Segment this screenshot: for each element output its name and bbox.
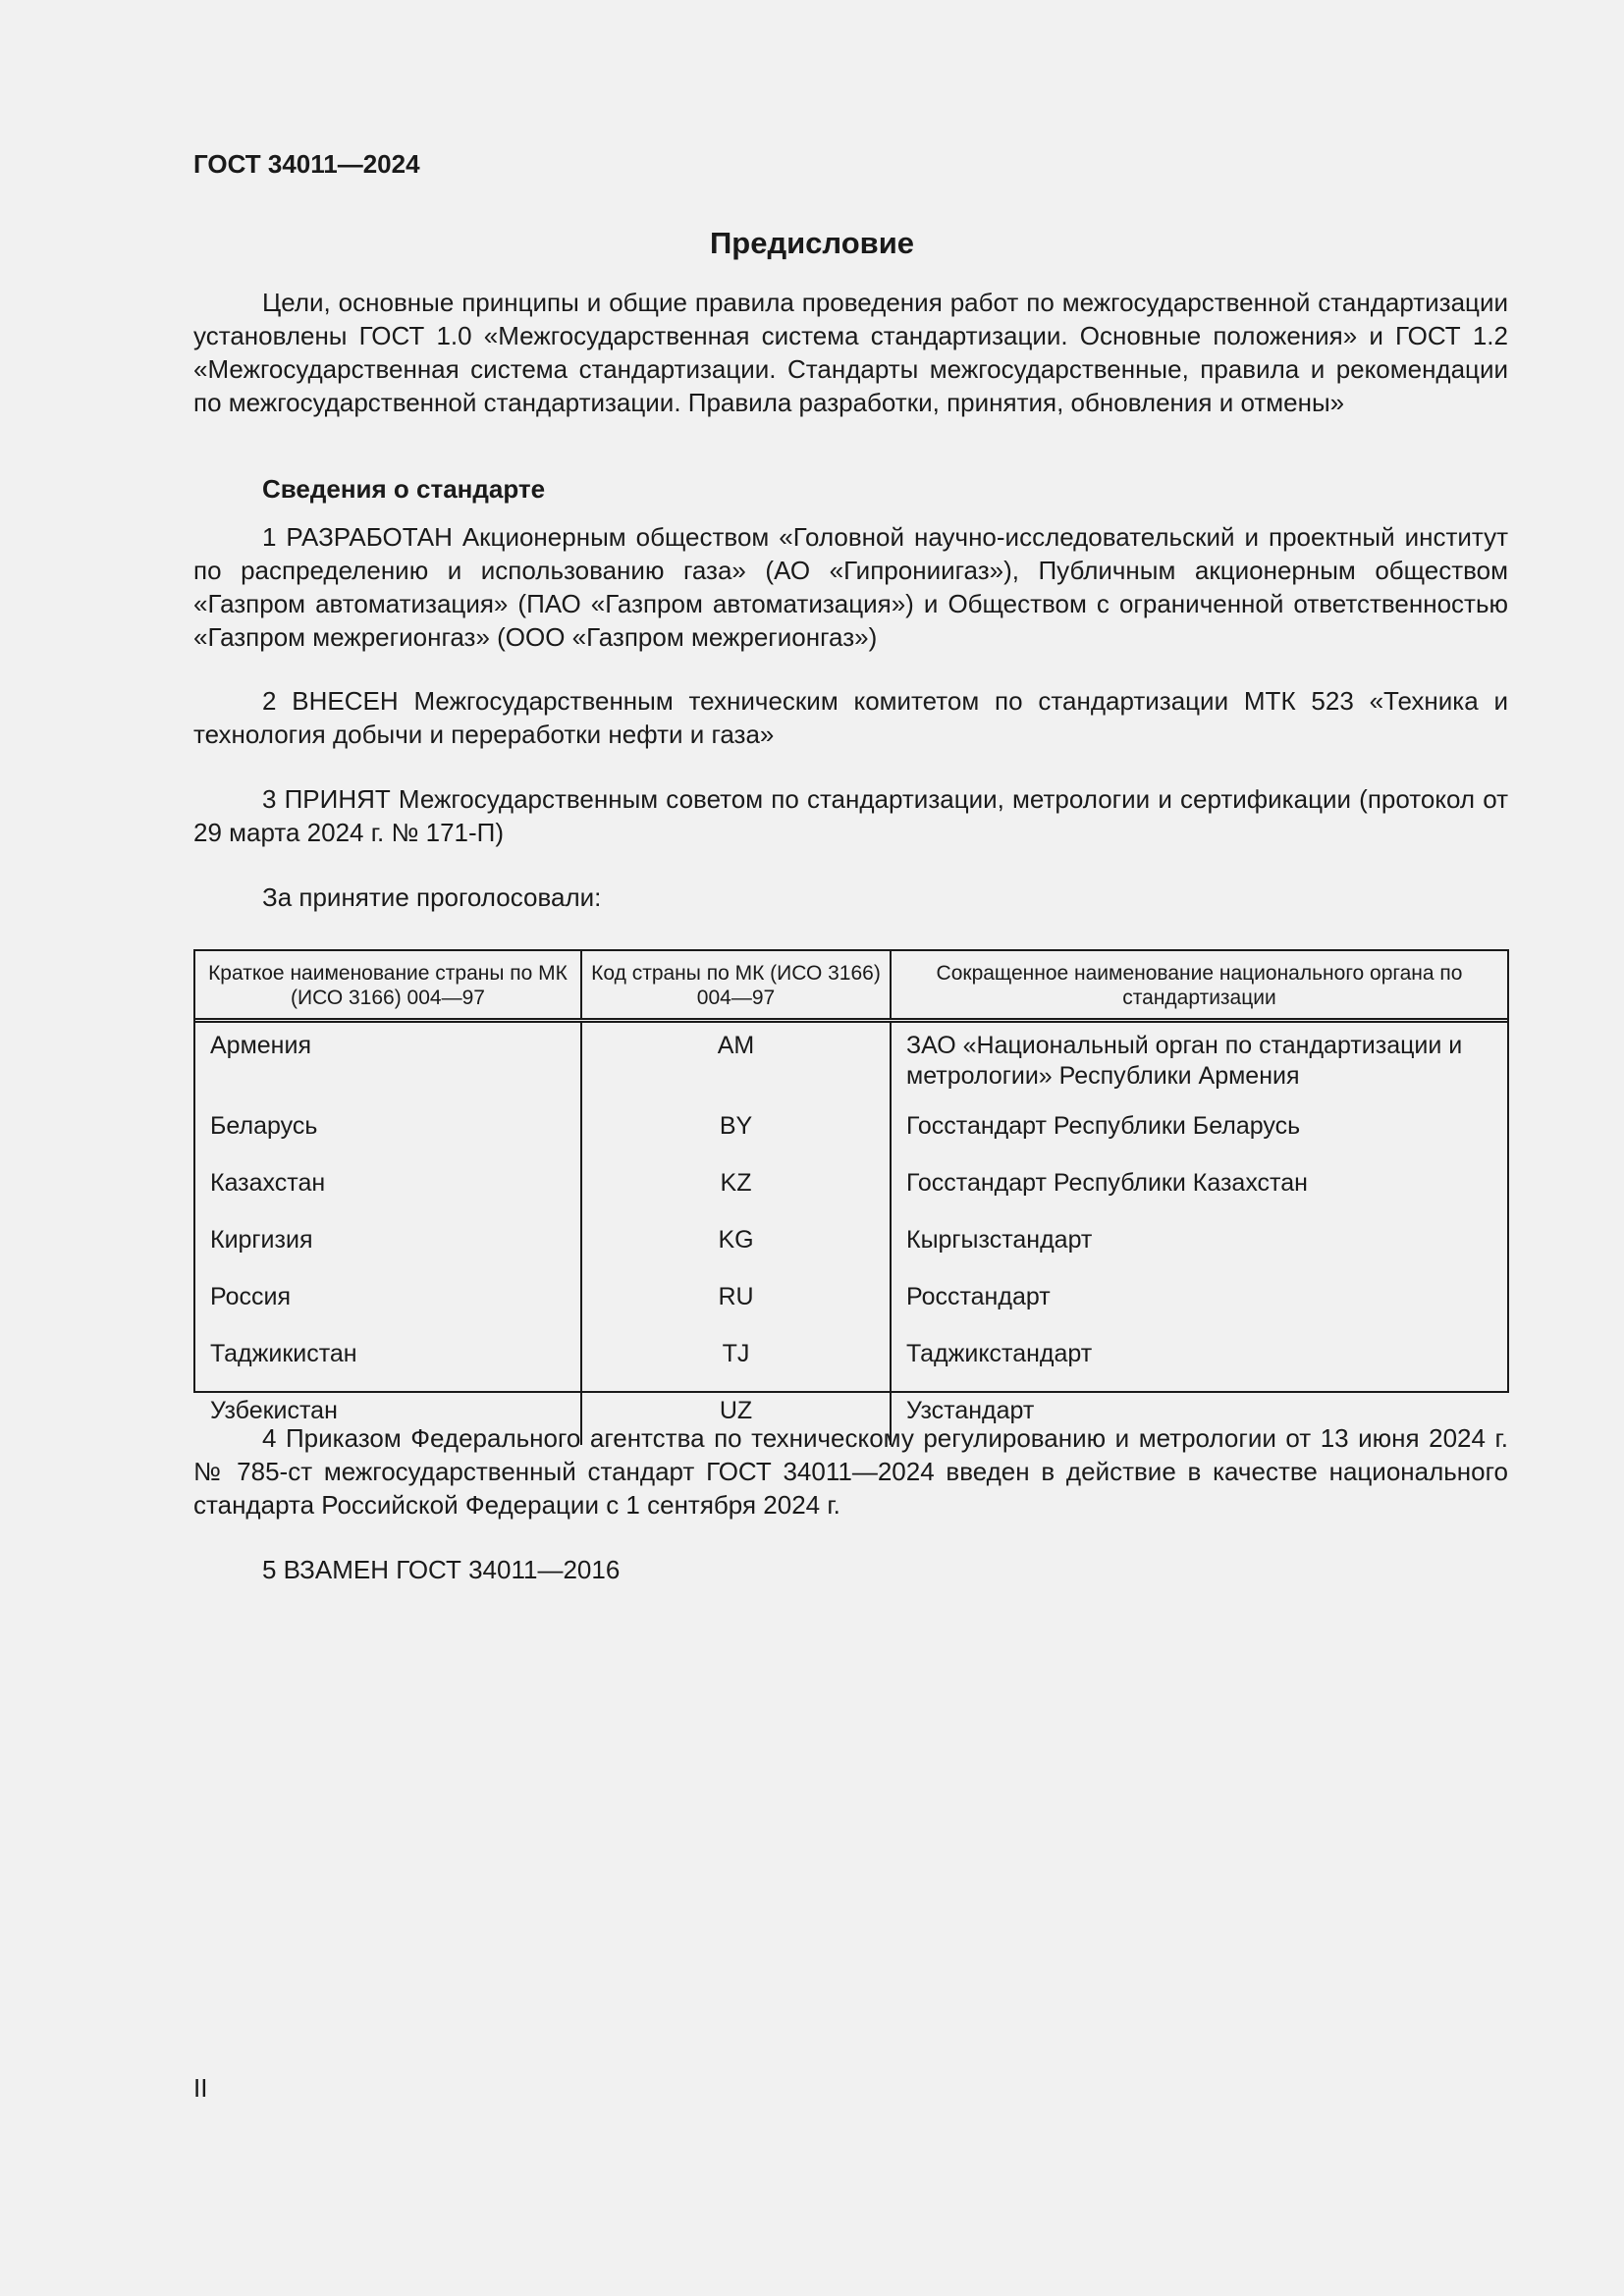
- voted-line: За принятие проголосовали:: [262, 882, 602, 912]
- item-4-paragraph: 4 Приказом Федерального агентства по техническому регулированию и метрологии от 13 июня 2024 г. № 785-ст межгосударственный стандарт ГОСТ 34011—2024 введен в действие в качестве национального стандарта Российской Федерации с 1 сентября 2024 г.: [193, 1423, 1508, 1520]
- item-1-paragraph: 1 РАЗРАБОТАН Акционерным обществом «Головной научно-исследовательский и проектный институт по распределению и использованию газа» (АО «Гипрониигаз»), Публичным акционерным обществом «Газпром автоматизация» (ПАО «Газпром автоматизация») и Обществом с ограниченной ответственностью «Газпром межрегионгаз» (ООО «Газпром межрегионгаз»): [193, 522, 1508, 652]
- body-cell: Кыргызстандарт: [906, 1225, 1093, 1254]
- document-header: ГОСТ 34011—2024: [193, 149, 420, 179]
- table-row: [195, 1103, 1507, 1160]
- code-cell: RU: [581, 1274, 891, 1331]
- table-row: [195, 1020, 1507, 1103]
- country-cell: Армения: [195, 1020, 581, 1103]
- item-3-paragraph: 3 ПРИНЯТ Межгосударственным советом по стандартизации, метрологии и сертификации (протокол от 29 марта 2024 г. № 171-П): [193, 784, 1508, 847]
- country-cell: Беларусь: [195, 1103, 581, 1160]
- code-cell: BY: [581, 1103, 891, 1160]
- table-header-row: [195, 951, 1507, 1020]
- table-row: [195, 1217, 1507, 1274]
- code-cell: UZ: [581, 1388, 891, 1445]
- code-cell: TJ: [581, 1331, 891, 1388]
- body-cell: Узстандарт: [906, 1396, 1035, 1424]
- country-cell: Таджикистан: [195, 1331, 581, 1388]
- body-cell: Таджикстандарт: [906, 1339, 1093, 1367]
- column-header-body: Сокращенное наименование национального органа по стандартизации: [891, 951, 1507, 1020]
- body-cell: ЗАО «Национальный орган по стандартизации и метрологии» Республики Армения: [906, 1031, 1463, 1090]
- country-cell: Россия: [195, 1274, 581, 1331]
- item-5-paragraph: 5 ВЗАМЕН ГОСТ 34011—2016: [262, 1555, 621, 1584]
- body-cell: Росстандарт: [906, 1282, 1051, 1310]
- table-row: [195, 1331, 1507, 1388]
- code-cell: AM: [581, 1020, 891, 1103]
- body-cell: Госстандарт Республики Казахстан: [906, 1168, 1308, 1197]
- intro-paragraph: Цели, основные принципы и общие правила проведения работ по межгосударственной стандартизации установлены ГОСТ 1.0 «Межгосударственная система стандартизации. Основные положения» и ГОСТ 1.2 «Межгосударственная система стандартизации. Стандарты межгосударственные, правила и рекомендации по межгосударственной стандартизации. Правила разработки, принятия, обновления и отмены»: [193, 288, 1508, 417]
- column-header-country: Краткое наименование страны по МК (ИСО 3166) 004—97: [195, 951, 581, 1020]
- country-cell: Узбекистан: [195, 1388, 581, 1445]
- code-cell: KZ: [581, 1160, 891, 1217]
- page-number: II: [193, 2073, 208, 2103]
- table-row: [195, 1160, 1507, 1217]
- section-subheading: Сведения о стандарте: [262, 474, 546, 504]
- body-cell: Госстандарт Республики Беларусь: [906, 1111, 1301, 1140]
- country-cell: Казахстан: [195, 1160, 581, 1217]
- table-row: [195, 1274, 1507, 1331]
- code-cell: KG: [581, 1217, 891, 1274]
- country-cell: Киргизия: [195, 1217, 581, 1274]
- item-2-paragraph: 2 ВНЕСЕН Межгосударственным техническим комитетом по стандартизации МТК 523 «Техника и технология добычи и переработки нефти и газа»: [193, 686, 1508, 749]
- page-title: Предисловие: [709, 226, 914, 260]
- column-header-code: Код страны по МК (ИСО 3166) 004—97: [581, 951, 891, 1020]
- voting-table: [193, 949, 1509, 1424]
